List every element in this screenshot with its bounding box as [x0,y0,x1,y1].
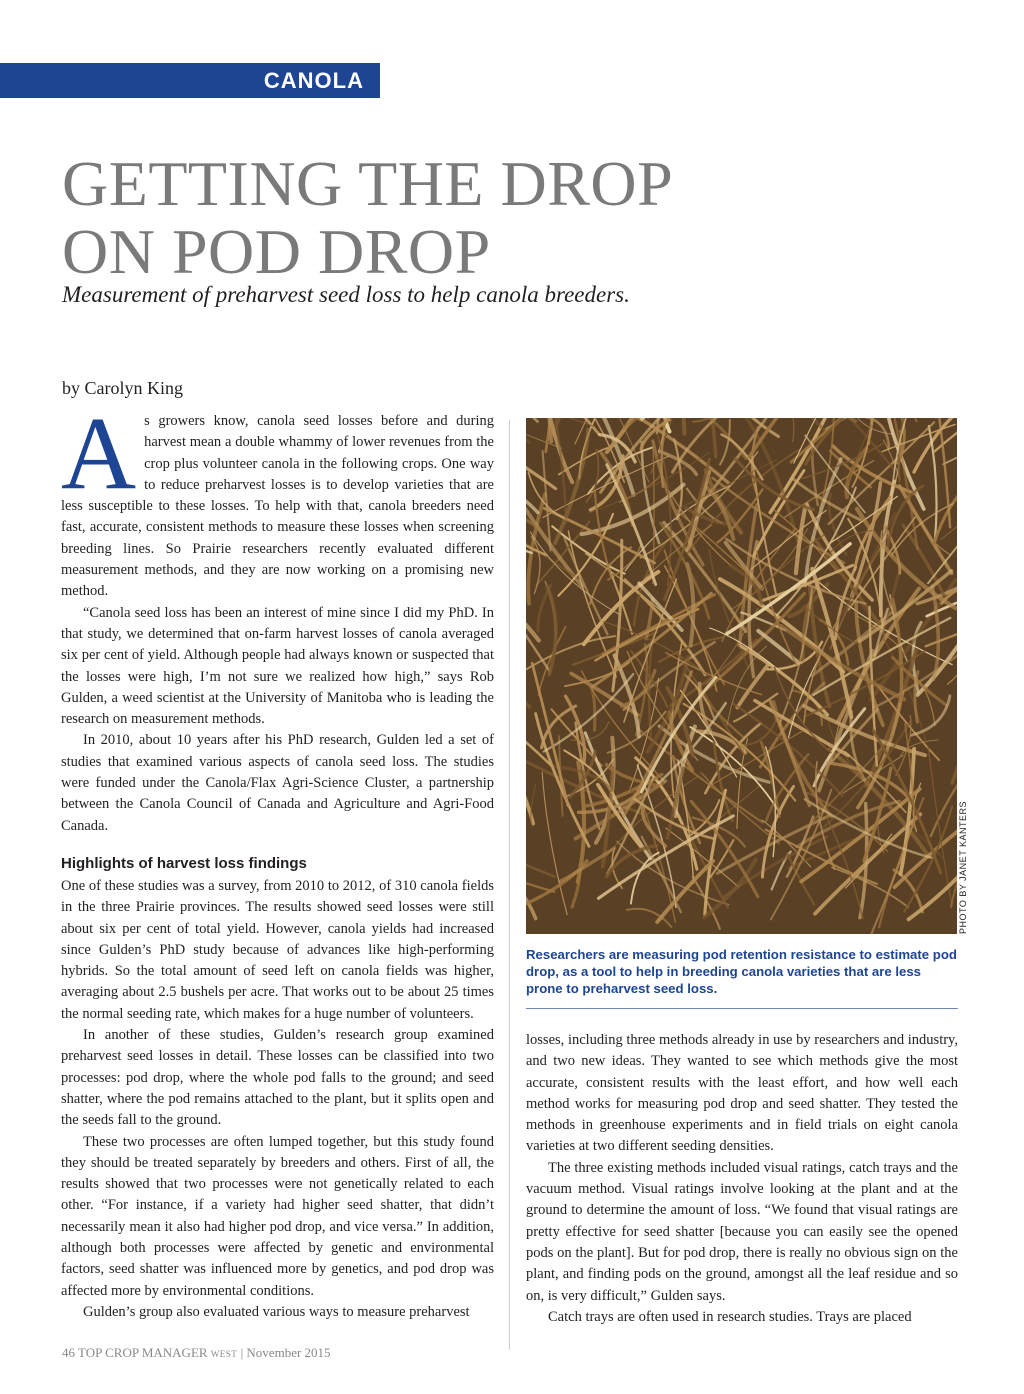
paragraph: One of these studies was a survey, from 2010 to 2012, of 310 canola fields in the three Prairie provinces. The results showed seed losses were still about six per cent of total yield. However, canola yields had increased since Gulden’s PhD study because of advances like high-performing hybrids. So the total amount of seed left on canola fields was higher, averaging about 2.5 bushels per acre. That works out to be about 25 times the normal seeding rate, which makes for a huge number of volunteers. [61,877,494,1022]
body-column-left [61,396,494,1323]
photo-caption: Researchers are measuring pod retention resistance to estimate pod drop, as a tool to help in breeding canola varieties that are less prone to preharvest seed loss. [526,947,957,996]
section-banner [0,63,380,98]
paragraph: The three existing methods included visual ratings, catch trays and the vacuum method. Visual ratings involve looking at the plant and at the ground to determine the amount of loss. “We found that visual ratings are pretty effective for seed shatter [because you can easily see the opened pods on the plant]. But for pod drop, there is really no obvious sign on the plant, and finding pods on the ground, amongst all the leaf residue and so on, is very difficult,” Gulden says. [526,1159,958,1304]
title-line-2: ON POD DROP [62,216,491,287]
canola-pods-illustration [526,418,957,934]
paragraph: “Canola seed loss has been an interest of mine since I did my PhD. In that study, we determined that on-farm harvest losses of canola averaged six per cent of yield. Although people had always known or suspected that the losses were high, I’m not sure we realized how high,” says Rob Gulden, a weed scientist at the University of Manitoba who is leading the research on measurement methods. [61,604,494,728]
paragraph: Catch trays are often used in research studies. Trays are placed [548,1308,912,1325]
photo-credit: PHOTO BY JANET KANTERS [958,800,968,934]
canola-pods-photo [526,418,957,934]
body-column-right [526,1030,958,1328]
magazine-name: TOP CROP MANAGER [78,1345,208,1360]
article-title [62,150,762,286]
paragraph-text: s growers know, canola seed losses before and during harvest mean a double whammy of lower revenues from the crop plus volunteer canola in the following crops. One way to reduce preharvest losses is to develop varieties that are less susceptible to these losses. To help with that, canola breeders need fast, accurate, consistent methods to measure these losses when screening breeding lines. So Prairie researchers recently evaluated different measurement methods, and they are now working on a promising new method. [61,413,494,600]
magazine-edition: WEST [210,1349,238,1359]
article-subtitle: Measurement of preharvest seed loss to help canola breeders. [62,282,630,307]
page-number: 46 [62,1345,75,1360]
drop-cap: A [61,396,137,511]
paragraph: losses, including three methods already in use by researchers and industry, and two new ideas. They wanted to see which methods give the most accurate, consistent results with the least effort, and how well each method works for measuring pod drop and seed shatter. They tested the methods in greenhouse experiments and in field trials on eight canola varieties at two different seeding densities. [526,1032,958,1155]
paragraph [61,396,494,603]
section-label: CANOLA [263,67,364,93]
section-subhead: Highlights of harvest loss findings [61,854,307,872]
page-footer [62,1345,331,1361]
caption-divider [526,1008,958,1009]
paragraph: In another of these studies, Gulden’s research group examined preharvest seed losses in detail. These losses can be classified into two processes: pod drop, where the whole pod falls to the ground; and seed shatter, where the pod remains attached to the plant, but it splits open and the seeds fall to the ground. [61,1027,494,1129]
column-divider [509,420,510,1350]
paragraph: In 2010, about 10 years after his PhD research, Gulden led a set of studies that examined various aspects of canola seed loss. The studies were funded under the Canola/Flax Agri-Science Cluster, a partnership between the Canola Council of Canada and Agriculture and Agri-Food Canada. [61,732,494,834]
title-line-1: GETTING THE DROP [62,148,674,219]
footer-separator: | [240,1345,244,1360]
paragraph: These two processes are often lumped together, but this study found they should be treated separately by breeders and others. First of all, the results showed that two processes were not genetically related to each other. “For instance, if a variety had higher seed shatter, that didn’t necessarily mean it also had higher pod drop, and vice versa.” In addition, although both processes were affected by genetic and environmental factors, seed shatter was influenced more by genetics, and pod drop was affected more by environmental conditions. [61,1133,494,1299]
paragraph: Gulden’s group also evaluated various ways to measure preharvest [83,1303,470,1320]
byline: by Carolyn King [62,378,183,398]
issue-date: November 2015 [246,1345,331,1360]
